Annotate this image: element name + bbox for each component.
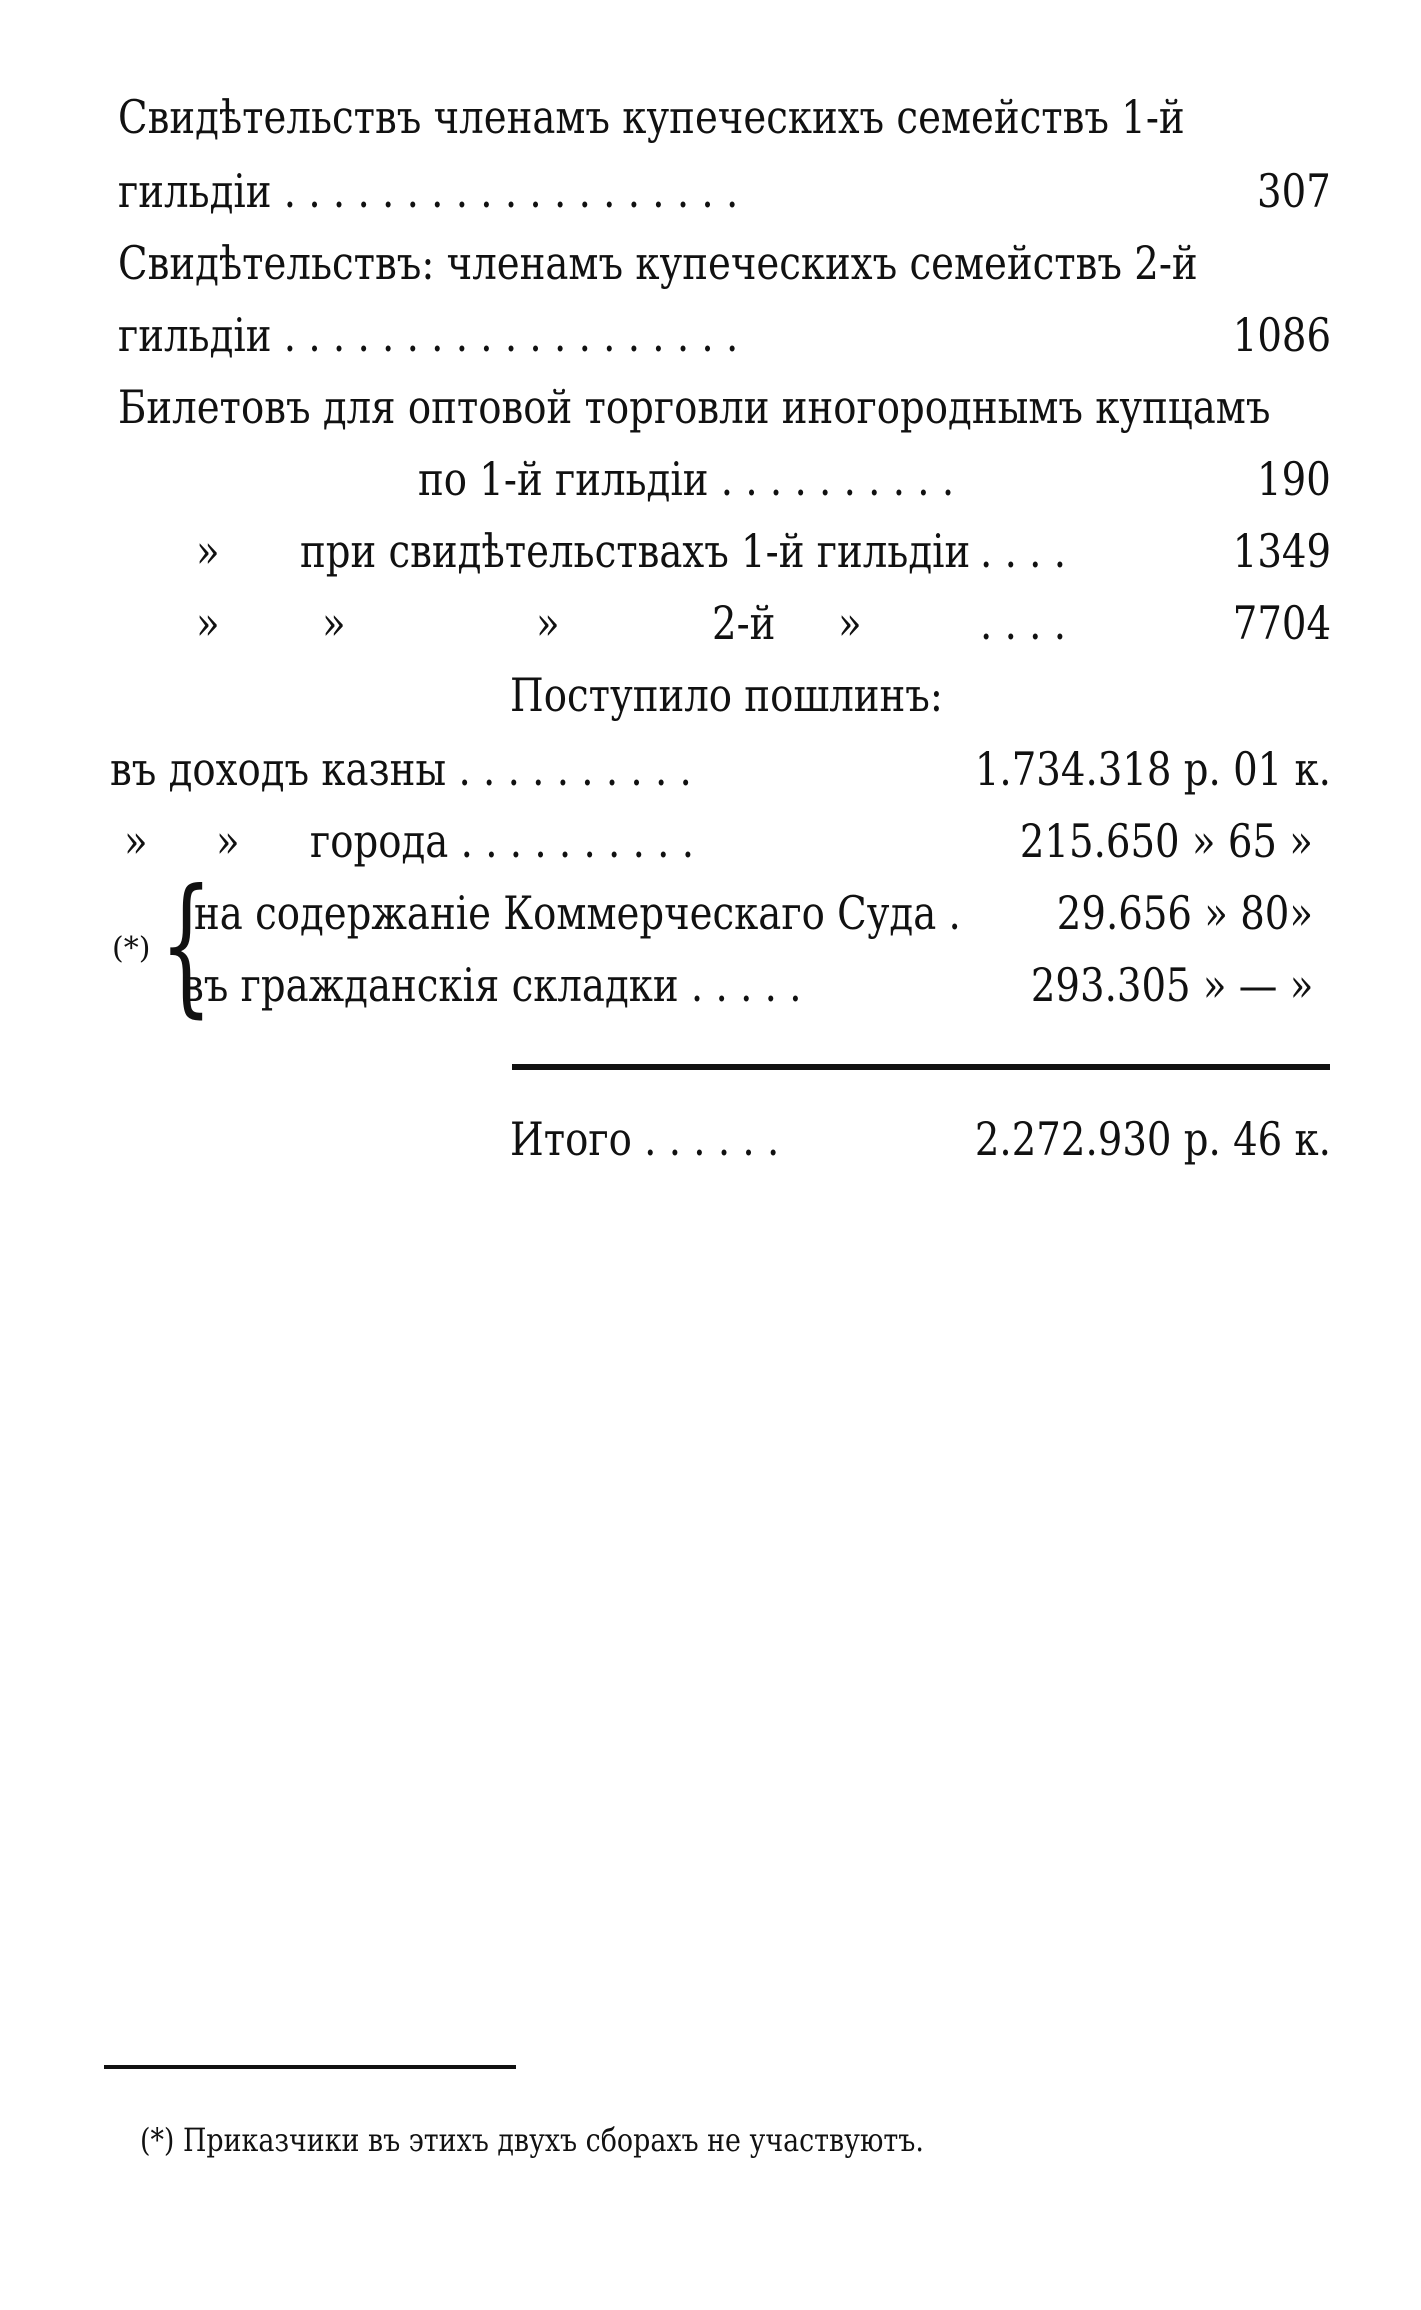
tickets-row3-ditto3: »	[536, 596, 560, 650]
duty-row2-label: города	[310, 814, 449, 868]
duty-row4	[182, 958, 802, 1012]
tickets-row1	[418, 452, 955, 506]
duty-row2-ditto2: »	[216, 814, 240, 868]
cert1-label: гильдіи	[118, 164, 272, 218]
duty-row3	[194, 886, 961, 940]
duty-row2	[310, 814, 694, 868]
footnote-rule	[104, 2065, 516, 2069]
total-amount: 2.272.930 р. 46 к.	[974, 1112, 1331, 1166]
cert1-value: 307	[1257, 164, 1331, 218]
duty-row3-label: на содержаніе Коммерческаго Суда	[194, 886, 937, 940]
tickets-row3-value: 7704	[1232, 596, 1331, 650]
tickets-row2-dots: . . . .	[980, 524, 1066, 578]
duty-row2-ditto1: »	[124, 814, 148, 868]
tickets-row1-dots: . . . . . . . . . .	[720, 452, 955, 506]
cert1-dots: . . . . . . . . . . . . . . . . . . .	[283, 164, 739, 218]
footnote-text: (*) Приказчики въ этихъ двухъ сборахъ не участвуютъ.	[140, 2121, 924, 2159]
tickets-row2-value: 1349	[1232, 524, 1331, 578]
cert2-line1: Свидѣтельствъ: членамъ купеческихъ семействъ 2-й	[118, 236, 1198, 290]
tickets-heading: Билетовъ для оптовой торговли иногороднымъ купцамъ	[118, 380, 1271, 434]
duties-heading: Поступило пошлинъ:	[510, 668, 943, 722]
duty-row3-amount: 29.656 » 80»	[1056, 886, 1313, 940]
tickets-row3-ditto4: »	[838, 596, 862, 650]
duty-row1-label: въ доходъ казны	[110, 742, 447, 796]
tickets-row3-ditto1: »	[196, 596, 220, 650]
cert2-line2	[118, 308, 739, 362]
cert2-label: гильдіи	[118, 308, 272, 362]
tickets-row3-dots: . . . .	[980, 596, 1066, 650]
total-label: Итого	[510, 1112, 632, 1166]
total-row	[510, 1112, 780, 1166]
tickets-row1-value: 190	[1257, 452, 1331, 506]
sum-rule	[512, 1064, 1330, 1070]
cert1-line1: Свидѣтельствъ членамъ купеческихъ семействъ 1-й	[118, 90, 1185, 144]
duty-row2-dots: . . . . . . . . . .	[460, 814, 694, 868]
duty-row4-label: въ гражданскія складки	[182, 958, 679, 1012]
footnote-mark: (*)	[112, 931, 151, 966]
duty-row1-dots: . . . . . . . . . .	[458, 742, 692, 796]
duty-row4-amount: 293.305 » — »	[1030, 958, 1313, 1012]
bracket-brace-icon: {	[160, 858, 213, 1032]
tickets-row3-ditto2: »	[322, 596, 346, 650]
cert2-value: 1086	[1232, 308, 1331, 362]
duty-row4-dots: . . . . .	[690, 958, 802, 1012]
duty-row1	[110, 742, 692, 796]
tickets-row1-label: по 1-й гильдіи	[418, 452, 709, 506]
tickets-row2-label: при свидѣтельствахъ 1-й гильдіи	[300, 524, 971, 578]
duty-row2-amount: 215.650 » 65 »	[1019, 814, 1313, 868]
tickets-row2-ditto: »	[196, 524, 220, 578]
total-dots: . . . . . .	[644, 1112, 780, 1166]
duty-row1-amount: 1.734.318 р. 01 к.	[974, 742, 1331, 796]
cert1-line2	[118, 164, 739, 218]
cert2-dots: . . . . . . . . . . . . . . . . . . .	[283, 308, 739, 362]
tickets-row3-label: 2-й	[712, 596, 776, 650]
duty-row3-dots: .	[948, 886, 961, 940]
